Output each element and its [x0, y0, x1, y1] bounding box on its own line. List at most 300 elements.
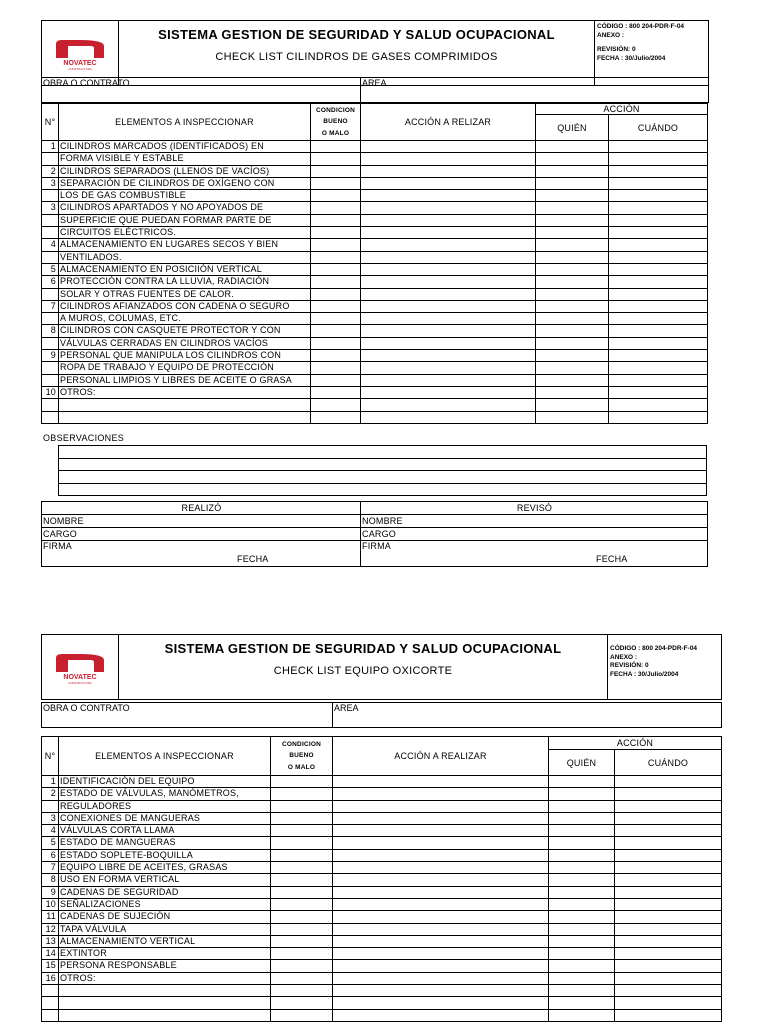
row-element: LOS DE GAS COMBUSTIBLE [59, 190, 311, 202]
row-number [42, 985, 59, 997]
row-accion-cell[interactable] [333, 837, 549, 849]
row-accion-cell[interactable] [333, 800, 549, 812]
row-quien-cell[interactable] [536, 141, 609, 153]
row-condicion-cell[interactable] [311, 411, 361, 423]
row-quien-cell[interactable] [549, 788, 615, 800]
row-quien-cell[interactable] [549, 960, 615, 972]
row-accion-cell[interactable] [333, 886, 549, 898]
col-quien-header: QUIÉN [549, 750, 615, 776]
logo-subtext: CONSTRUCTORA [68, 67, 92, 71]
row-condicion-cell[interactable] [311, 276, 361, 288]
row-accion-cell[interactable] [333, 923, 549, 935]
row-quien-cell[interactable] [549, 776, 615, 788]
row-condicion-cell[interactable] [271, 837, 333, 849]
novatec-logo-icon [50, 34, 110, 72]
row-cuando-cell[interactable] [609, 141, 708, 153]
row-quien-cell[interactable] [536, 362, 609, 374]
table-row [42, 202, 708, 214]
realizo-cargo[interactable]: CARGO [42, 528, 361, 541]
row-number: 3 [42, 812, 59, 824]
row-element: A MUROS, COLUMAS, ETC. [59, 313, 311, 325]
row-element: REGULADORES [59, 800, 271, 812]
table-row [42, 399, 708, 411]
row-condicion-cell[interactable] [311, 214, 361, 226]
row-accion-cell[interactable] [333, 972, 549, 984]
inspection-table [41, 103, 708, 424]
row-element: ESTADO SOPLETE-BOQUILLA [59, 849, 271, 861]
row-quien-cell[interactable] [549, 898, 615, 910]
signature-table [41, 501, 708, 567]
row-condicion-cell[interactable] [311, 374, 361, 386]
row-quien-cell[interactable] [549, 923, 615, 935]
table-row [42, 874, 722, 886]
row-accion-cell[interactable] [361, 263, 536, 275]
realizo-firma[interactable]: FIRMA FECHA [42, 541, 361, 567]
row-cuando-cell[interactable] [615, 825, 722, 837]
row-condicion-cell[interactable] [311, 313, 361, 325]
col-elementos-header: ELEMENTOS A INSPECCIONAR [59, 737, 271, 776]
row-accion-cell[interactable] [361, 214, 536, 226]
area-field[interactable]: AREA [361, 78, 709, 103]
row-quien-cell[interactable] [536, 202, 609, 214]
row-number: 8 [42, 874, 59, 886]
table-row [42, 337, 708, 349]
row-cuando-cell[interactable] [609, 202, 708, 214]
row-quien-cell[interactable] [536, 227, 609, 239]
row-condicion-cell[interactable] [271, 923, 333, 935]
row-condicion-cell[interactable] [311, 300, 361, 312]
row-accion-cell[interactable] [361, 190, 536, 202]
row-cuando-cell[interactable] [609, 288, 708, 300]
row-condicion-cell[interactable] [311, 325, 361, 337]
row-condicion-cell[interactable] [271, 886, 333, 898]
col-cuando-header: CUÁNDO [609, 115, 708, 141]
row-number [42, 313, 59, 325]
table-row [42, 825, 722, 837]
row-accion-cell[interactable] [361, 276, 536, 288]
table-row [42, 800, 722, 812]
table-row [42, 374, 708, 386]
row-condicion-cell[interactable] [311, 288, 361, 300]
row-condicion-cell[interactable] [271, 960, 333, 972]
row-condicion-cell[interactable] [311, 362, 361, 374]
table-row [42, 960, 722, 972]
row-condicion-cell[interactable] [271, 948, 333, 960]
row-condicion-cell[interactable] [311, 165, 361, 177]
row-condicion-cell[interactable] [271, 776, 333, 788]
revision: REVISIÓN: 0 [610, 662, 649, 669]
row-accion-cell[interactable] [333, 849, 549, 861]
row-condicion-cell[interactable] [311, 190, 361, 202]
row-quien-cell[interactable] [536, 276, 609, 288]
row-element: VENTILADOS. [59, 251, 311, 263]
row-quien-cell[interactable] [536, 313, 609, 325]
row-accion-cell[interactable] [361, 239, 536, 251]
row-element: ESTADO DE MANGUERAS [59, 837, 271, 849]
row-cuando-cell[interactable] [615, 788, 722, 800]
row-number: 7 [42, 300, 59, 312]
row-element [59, 399, 311, 411]
row-quien-cell[interactable] [549, 812, 615, 824]
row-quien-cell[interactable] [536, 300, 609, 312]
row-element: ROPA DE TRABAJO Y EQUIPO DE PROTECCIÓN [59, 362, 311, 374]
row-element: ESTADO DE VÁLVULAS, MANÓMETROS, [59, 788, 271, 800]
table-row [42, 985, 722, 997]
col-accion-header: ACCIÓN [536, 104, 708, 115]
row-accion-cell[interactable] [361, 350, 536, 362]
row-element: CILINDROS APARTADOS Y NO APOYADOS DE [59, 202, 311, 214]
revision: REVISIÓN: 0 [597, 46, 636, 53]
row-quien-cell[interactable] [536, 190, 609, 202]
row-accion-cell[interactable] [361, 313, 536, 325]
obs-line[interactable] [59, 458, 707, 471]
row-accion-cell[interactable] [333, 776, 549, 788]
row-cuando-cell[interactable] [609, 325, 708, 337]
row-accion-cell[interactable] [361, 399, 536, 411]
area-field[interactable]: AREA [333, 703, 722, 728]
row-quien-cell[interactable] [549, 985, 615, 997]
realizo-header: REALIZÓ [42, 502, 361, 515]
table-row [42, 935, 722, 947]
row-accion-cell[interactable] [361, 141, 536, 153]
table-row [42, 276, 708, 288]
inspection-table [41, 736, 722, 1022]
table-row [42, 362, 708, 374]
row-cuando-cell[interactable] [609, 227, 708, 239]
row-accion-cell[interactable] [333, 985, 549, 997]
row-element: OTROS: [59, 972, 271, 984]
row-condicion-cell[interactable] [311, 263, 361, 275]
row-number: 5 [42, 263, 59, 275]
row-accion-cell[interactable] [333, 898, 549, 910]
row-number: 13 [42, 935, 59, 947]
row-condicion-cell[interactable] [311, 177, 361, 189]
row-accion-cell[interactable] [333, 935, 549, 947]
row-accion-cell[interactable] [361, 386, 536, 398]
row-condicion-cell[interactable] [271, 1009, 333, 1021]
row-cuando-cell[interactable] [609, 313, 708, 325]
row-accion-cell[interactable] [333, 948, 549, 960]
row-cuando-cell[interactable] [615, 935, 722, 947]
table-row [42, 849, 722, 861]
row-quien-cell[interactable] [536, 337, 609, 349]
row-cuando-cell[interactable] [615, 985, 722, 997]
row-element: FORMA VISIBLE Y ESTABLE [59, 153, 311, 165]
table-row [42, 263, 708, 275]
row-element: PROTECCIÓN CONTRA LA LLUVIA, RADIACIÓN [59, 276, 311, 288]
company-logo [42, 21, 119, 86]
row-number [42, 337, 59, 349]
row-cuando-cell[interactable] [615, 812, 722, 824]
row-condicion-cell[interactable] [271, 898, 333, 910]
row-quien-cell[interactable] [549, 935, 615, 947]
row-condicion-cell[interactable] [311, 227, 361, 239]
obs-line[interactable] [59, 446, 707, 459]
row-element: EXTINTOR [59, 948, 271, 960]
row-cuando-cell[interactable] [615, 1009, 722, 1021]
row-element: SUPERFICIE QUE PUEDAN FORMAR PARTE DE [59, 214, 311, 226]
row-number [42, 288, 59, 300]
row-cuando-cell[interactable] [615, 776, 722, 788]
realizo-nombre[interactable]: NOMBRE [42, 515, 361, 528]
row-condicion-cell[interactable] [311, 399, 361, 411]
row-quien-cell[interactable] [536, 251, 609, 263]
row-condicion-cell[interactable] [271, 812, 333, 824]
row-number [42, 800, 59, 812]
row-condicion-cell[interactable] [271, 985, 333, 997]
obs-line[interactable] [59, 483, 707, 496]
row-quien-cell[interactable] [536, 325, 609, 337]
row-cuando-cell[interactable] [615, 800, 722, 812]
logo-subtext: CONSTRUCTORA [68, 681, 92, 685]
row-condicion-cell[interactable] [271, 849, 333, 861]
row-quien-cell[interactable] [549, 874, 615, 886]
row-accion-cell[interactable] [333, 874, 549, 886]
row-element: PERSONAL LIMPIOS Y LIBRES DE ACEITE O GRASA [59, 374, 311, 386]
reviso-firma[interactable]: FIRMA FECHA [361, 541, 708, 567]
observaciones-box[interactable] [58, 445, 707, 496]
row-condicion-cell[interactable] [271, 874, 333, 886]
row-quien-cell[interactable] [549, 948, 615, 960]
row-accion-cell[interactable] [361, 300, 536, 312]
table-row [42, 898, 722, 910]
row-element: PERSONA RESPONSABLE [59, 960, 271, 972]
table-row [42, 214, 708, 226]
table-row [42, 812, 722, 824]
row-cuando-cell[interactable] [609, 165, 708, 177]
row-cuando-cell[interactable] [609, 239, 708, 251]
row-cuando-cell[interactable] [609, 190, 708, 202]
col-accion-realizar-header: ACCIÓN A RELIZAR [361, 104, 536, 141]
row-cuando-cell[interactable] [609, 350, 708, 362]
table-row [42, 177, 708, 189]
row-number: 5 [42, 837, 59, 849]
row-condicion-cell[interactable] [271, 997, 333, 1009]
row-accion-cell[interactable] [361, 202, 536, 214]
row-condicion-cell[interactable] [311, 386, 361, 398]
col-cuando-header: CUÁNDO [615, 750, 722, 776]
row-cuando-cell[interactable] [615, 874, 722, 886]
row-cuando-cell[interactable] [615, 911, 722, 923]
table-row [42, 350, 708, 362]
row-accion-cell[interactable] [361, 362, 536, 374]
row-condicion-cell[interactable] [311, 239, 361, 251]
row-accion-cell[interactable] [361, 337, 536, 349]
row-accion-cell[interactable] [361, 165, 536, 177]
reviso-nombre[interactable]: NOMBRE [361, 515, 708, 528]
row-quien-cell[interactable] [536, 239, 609, 251]
row-accion-cell[interactable] [333, 1009, 549, 1021]
row-number: 10 [42, 386, 59, 398]
row-element [59, 411, 311, 423]
row-number: 9 [42, 886, 59, 898]
row-cuando-cell[interactable] [609, 362, 708, 374]
row-element: CONEXIONES DE MANGUERAS [59, 812, 271, 824]
table-row [42, 948, 722, 960]
row-cuando-cell[interactable] [615, 997, 722, 1009]
row-number: 12 [42, 923, 59, 935]
table-row [42, 239, 708, 251]
row-condicion-cell[interactable] [271, 911, 333, 923]
obra-area-row [41, 77, 709, 103]
row-number [42, 997, 59, 1009]
row-number [42, 153, 59, 165]
row-quien-cell[interactable] [549, 972, 615, 984]
reviso-fecha: FECHA [596, 554, 628, 564]
row-number: 3 [42, 202, 59, 214]
row-accion-cell[interactable] [333, 911, 549, 923]
row-accion-cell[interactable] [333, 862, 549, 874]
row-number: 16 [42, 972, 59, 984]
row-accion-cell[interactable] [361, 177, 536, 189]
table-row [42, 300, 708, 312]
row-cuando-cell[interactable] [609, 300, 708, 312]
row-cuando-cell[interactable] [615, 862, 722, 874]
row-accion-cell[interactable] [361, 153, 536, 165]
row-cuando-cell[interactable] [609, 214, 708, 226]
row-accion-cell[interactable] [361, 227, 536, 239]
row-number: 4 [42, 825, 59, 837]
row-number [42, 251, 59, 263]
row-cuando-cell[interactable] [609, 263, 708, 275]
table-row [42, 190, 708, 202]
row-number: 9 [42, 350, 59, 362]
row-cuando-cell[interactable] [615, 849, 722, 861]
row-quien-cell[interactable] [536, 153, 609, 165]
row-accion-cell[interactable] [333, 825, 549, 837]
obs-line[interactable] [59, 471, 707, 484]
row-condicion-cell[interactable] [271, 862, 333, 874]
anexo: ANEXO : [597, 31, 625, 39]
company-logo [42, 635, 119, 700]
observaciones-label: OBSERVACIONES [43, 433, 125, 443]
row-cuando-cell[interactable] [615, 972, 722, 984]
row-cuando-cell[interactable] [609, 276, 708, 288]
row-number [42, 374, 59, 386]
row-element: EQUIPO LIBRE DE ACEITES, GRASAS [59, 862, 271, 874]
row-quien-cell[interactable] [536, 263, 609, 275]
table-row [42, 288, 708, 300]
row-quien-cell[interactable] [536, 374, 609, 386]
table-row [42, 1009, 722, 1021]
row-accion-cell[interactable] [361, 325, 536, 337]
row-number: 15 [42, 960, 59, 972]
row-quien-cell[interactable] [549, 825, 615, 837]
row-quien-cell[interactable] [549, 886, 615, 898]
row-quien-cell[interactable] [536, 214, 609, 226]
col-condicion-header: CONDICION BUENO O MALO [271, 737, 333, 776]
row-quien-cell[interactable] [549, 837, 615, 849]
row-condicion-cell[interactable] [311, 251, 361, 263]
row-condicion-cell[interactable] [271, 800, 333, 812]
row-condicion-cell[interactable] [311, 141, 361, 153]
row-cuando-cell[interactable] [609, 251, 708, 263]
row-accion-cell[interactable] [333, 960, 549, 972]
row-quien-cell[interactable] [536, 165, 609, 177]
row-accion-cell[interactable] [361, 288, 536, 300]
row-quien-cell[interactable] [536, 350, 609, 362]
row-accion-cell[interactable] [361, 411, 536, 423]
row-quien-cell[interactable] [549, 1009, 615, 1021]
col-condicion-header: CONDICION BUENO O MALO [311, 104, 361, 141]
row-condicion-cell[interactable] [271, 935, 333, 947]
row-accion-cell[interactable] [361, 251, 536, 263]
row-number: 2 [42, 788, 59, 800]
row-cuando-cell[interactable] [609, 399, 708, 411]
row-quien-cell[interactable] [536, 386, 609, 398]
row-cuando-cell[interactable] [615, 837, 722, 849]
row-quien-cell[interactable] [549, 911, 615, 923]
row-accion-cell[interactable] [333, 812, 549, 824]
row-number [42, 399, 59, 411]
row-condicion-cell[interactable] [311, 337, 361, 349]
row-condicion-cell[interactable] [271, 825, 333, 837]
row-quien-cell[interactable] [549, 862, 615, 874]
row-cuando-cell[interactable] [615, 886, 722, 898]
row-condicion-cell[interactable] [311, 153, 361, 165]
row-condicion-cell[interactable] [311, 350, 361, 362]
row-cuando-cell[interactable] [609, 374, 708, 386]
reviso-cargo[interactable]: CARGO [361, 528, 708, 541]
row-accion-cell[interactable] [361, 374, 536, 386]
row-accion-cell[interactable] [333, 788, 549, 800]
row-element: ALMACENAMIENTO EN POSICIIÓN VERTICAL [59, 263, 311, 275]
row-quien-cell[interactable] [549, 849, 615, 861]
row-condicion-cell[interactable] [311, 202, 361, 214]
row-quien-cell[interactable] [549, 997, 615, 1009]
logo-text: NOVATEC [63, 60, 97, 67]
row-cuando-cell[interactable] [609, 153, 708, 165]
row-quien-cell[interactable] [536, 411, 609, 423]
row-cuando-cell[interactable] [609, 386, 708, 398]
row-number: 8 [42, 325, 59, 337]
row-accion-cell[interactable] [333, 997, 549, 1009]
document-code-block [608, 635, 722, 700]
row-cuando-cell[interactable] [609, 411, 708, 423]
row-quien-cell[interactable] [536, 288, 609, 300]
obra-contrato-field[interactable]: OBRA O CONTRATO [42, 78, 361, 103]
row-element: IDENTIFICACIÓN DEL EQUIPO [59, 776, 271, 788]
row-element: CILINDROS SEPARADOS (LLENOS DE VACÍOS) [59, 165, 311, 177]
row-element: CILINDROS CON CASQUETE PROTECTOR Y CON [59, 325, 311, 337]
row-quien-cell[interactable] [536, 399, 609, 411]
row-element: CADENAS DE SEGURIDAD [59, 886, 271, 898]
row-element: PERSONAL QUE MANIPULA LOS CILINDROS CON [59, 350, 311, 362]
row-condicion-cell[interactable] [271, 788, 333, 800]
row-cuando-cell[interactable] [615, 923, 722, 935]
codigo: CÓDIGO : 800 204-PDR-F-04 [610, 645, 698, 652]
row-quien-cell[interactable] [536, 177, 609, 189]
row-cuando-cell[interactable] [615, 948, 722, 960]
row-quien-cell[interactable] [549, 800, 615, 812]
row-element: CADENAS DE SUJECIÓN [59, 911, 271, 923]
obra-contrato-field[interactable]: OBRA O CONTRATO [42, 703, 333, 728]
col-n-header: N° [42, 737, 59, 776]
form-subtitle: CHECK LIST EQUIPO OXICORTE [273, 665, 453, 677]
table-row [42, 837, 722, 849]
table-row [42, 141, 708, 153]
row-condicion-cell[interactable] [271, 972, 333, 984]
codigo: CÓDIGO : 800 204-PDR-F-04 [597, 23, 685, 30]
row-element [59, 997, 271, 1009]
table-row [42, 386, 708, 398]
col-accion-header: ACCIÓN [549, 737, 722, 750]
row-cuando-cell[interactable] [615, 898, 722, 910]
row-cuando-cell[interactable] [609, 177, 708, 189]
table-row [42, 911, 722, 923]
row-cuando-cell[interactable] [615, 960, 722, 972]
row-cuando-cell[interactable] [609, 337, 708, 349]
